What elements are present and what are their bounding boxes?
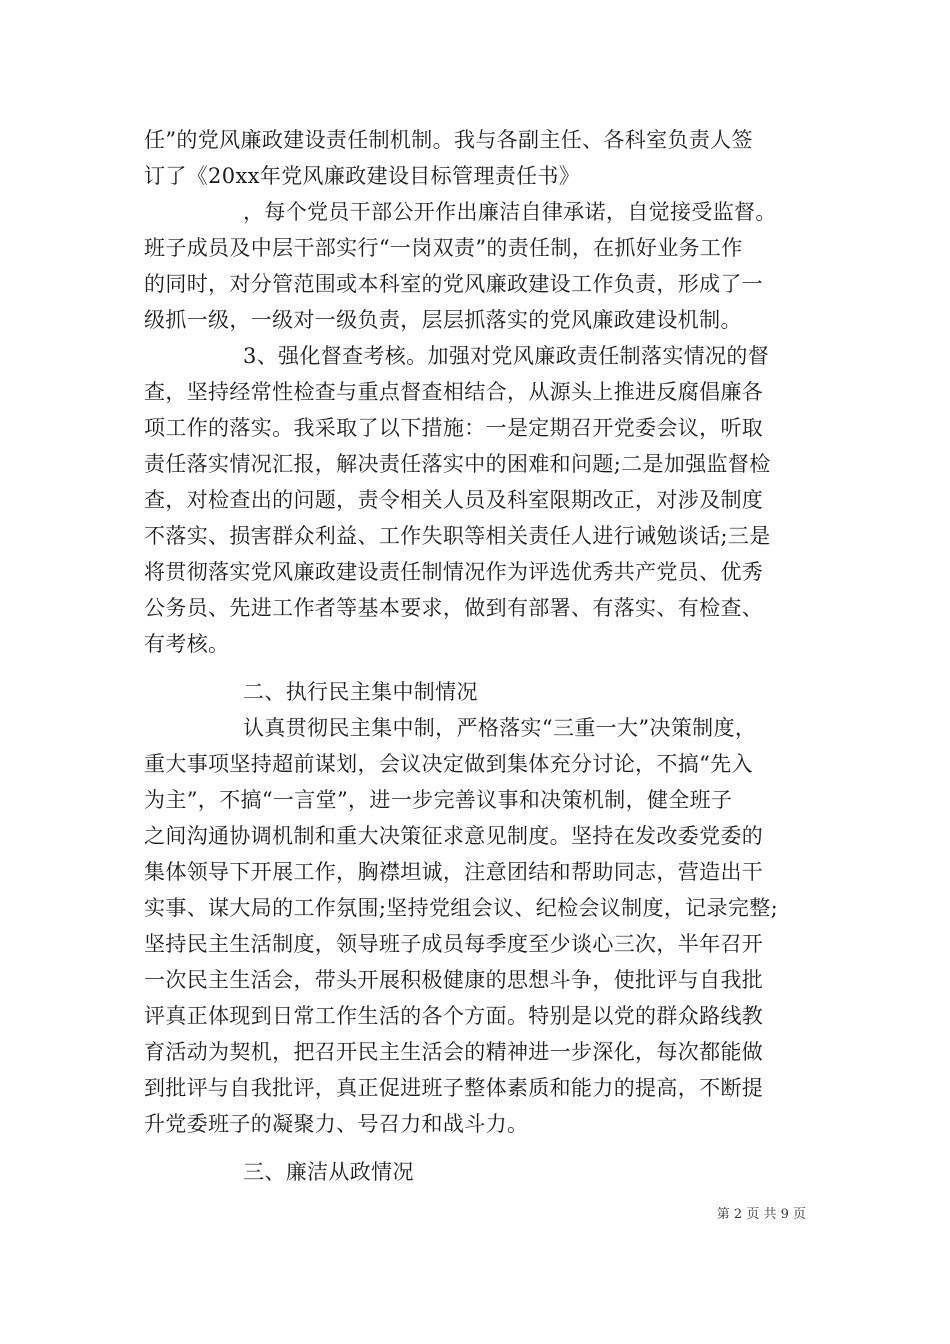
text-line: 3、强化督查考核。加强对党风廉政责任制落实情况的督 — [243, 344, 770, 368]
text-line: 之间沟通协调机制和重大决策征求意见制度。坚持在发改委党委的 — [144, 824, 764, 848]
text-line: 坚持民主生活制度，领导班子成员每季度至少谈心三次，半年召开 — [144, 932, 764, 956]
text-line: 责任落实情况汇报，解决责任落实中的困难和问题;二是加强监督检 — [144, 452, 771, 476]
text-line: ，每个党员干部公开作出廉洁自律承诺，自觉接受监督。 — [243, 200, 777, 224]
text-line: 的同时，对分管范围或本科室的党风廉政建设工作负责，形成了一 — [144, 272, 764, 296]
text-line: 实事、谋大局的工作氛围;坚持党组会议、纪检会议制度，记录完整; — [144, 896, 778, 920]
text-line: 公务员、先进工作者等基本要求，做到有部署、有落实、有检查、 — [144, 596, 764, 620]
text-line: 查，坚持经常性检查与重点督查相结合，从源头上推进反腐倡廉各 — [144, 380, 764, 404]
text-line: 项工作的落实。我采取了以下措施：一是定期召开党委会议，听取 — [144, 416, 764, 440]
text-line: 认真贯彻民主集中制，严格落实“三重一大”决策制度， — [243, 716, 757, 740]
text-line: 评真正体现到日常工作生活的各个方面。特别是以党的群众路线教 — [144, 1004, 764, 1028]
text-line: 升党委班子的凝聚力、号召力和战斗力。 — [144, 1112, 529, 1136]
text-line: 查，对检查出的问题，责令相关人员及科室限期改正，对涉及制度 — [144, 488, 764, 512]
text-line: 有考核。 — [144, 632, 230, 656]
text-line: 班子成员及中层干部实行“一岗双责”的责任制，在抓好业务工作 — [144, 236, 743, 260]
text-line: 为主”，不搞“一言堂”，进一步完善议事和决策机制，健全班子 — [144, 788, 733, 812]
text-line: 到批评与自我批评，真正促进班子整体素质和能力的提高，不断提 — [144, 1076, 764, 1100]
page-number-footer: 第 2 页 共 9 页 — [716, 1207, 806, 1222]
text-line: 重大事项坚持超前谋划，会议决定做到集体充分讨论，不搞“先入 — [144, 752, 753, 776]
text-line: 一次民主生活会，带头开展积极健康的思想斗争，使批评与自我批 — [144, 968, 764, 992]
section-heading: 三、廉洁从政情况 — [243, 1160, 414, 1184]
section-heading: 二、执行民主集中制情况 — [243, 680, 478, 704]
text-line: 订了《20xx年党风廉政建设目标管理责任书》 — [144, 164, 581, 188]
text-line: 不落实、损害群众利益、工作失职等相关责任人进行诫勉谈话;三是 — [144, 524, 771, 548]
text-line: 集体领导下开展工作，胸襟坦诚，注意团结和帮助同志，营造出干 — [144, 860, 764, 884]
text-line: 将贯彻落实党风廉政建设责任制情况作为评选优秀共产党员、优秀 — [144, 560, 764, 584]
text-line: 育活动为契机，把召开民主生活会的精神进一步深化，每次都能做 — [144, 1040, 764, 1064]
text-line: 任”的党风廉政建设责任制机制。我与各副主任、各科室负责人签 — [144, 128, 753, 152]
text-line: 级抓一级，一级对一级负责，层层抓落实的党风廉政建设机制。 — [144, 308, 742, 332]
